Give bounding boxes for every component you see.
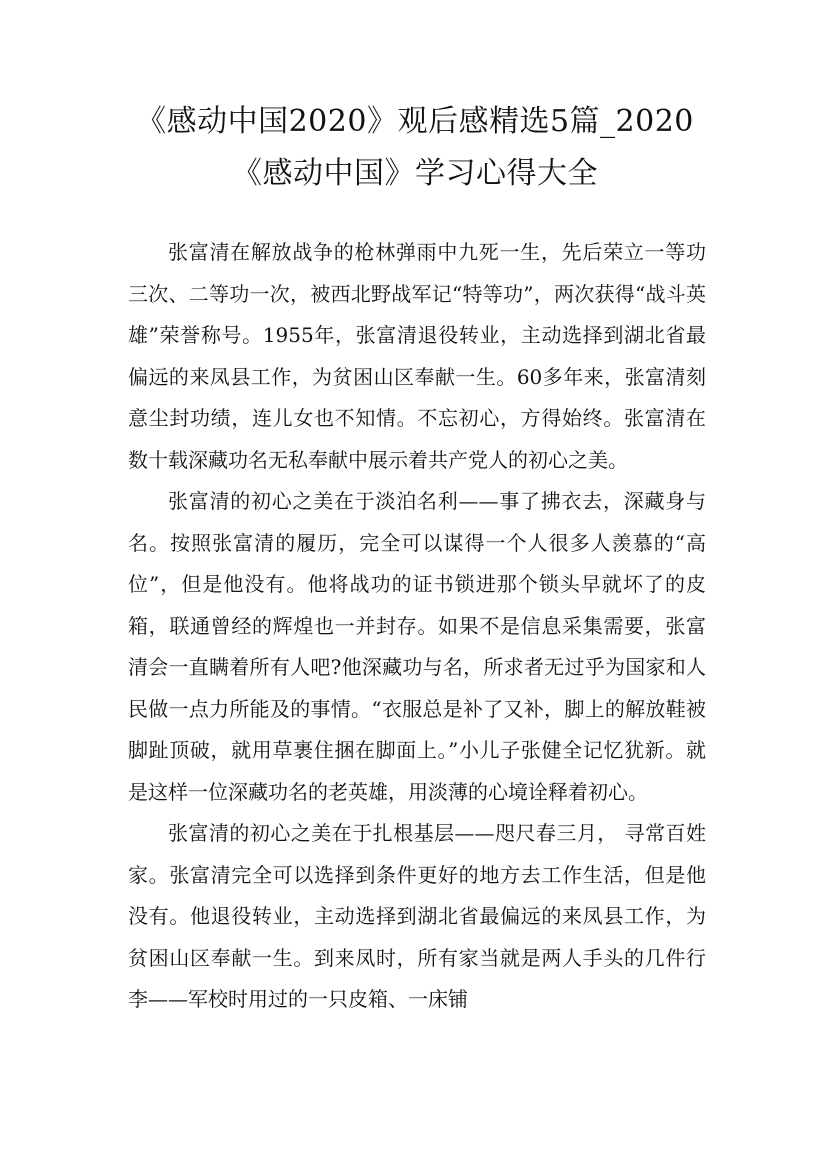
paragraph-3: 张富清的初心之美在于扎根基层——咫尺春三月， 寻常百姓家。张富清完全可以选择到条件更好的地方去工作生活，但是他没有。他退役转业，主动选择到湖北省最偏远的来凤县工作，为贫困山区奉献一生。到来凤时，所有家当就是两人手头的几件行李——军校时用过的一只皮箱、一床铺 xyxy=(128,821,706,1011)
paragraph-1: 张富清在解放战争的枪林弹雨中九死一生，先后荣立一等功三次、二等功一次，被西北野战军记“特等功”，两次获得“战斗英雄”荣誉称号。1955年，张富清退役转业，主动选择到湖北省最偏远的来凤县工作，为贫困山区奉献一生。60多年来，张富清刻意尘封功绩，连儿女也不知情。不忘初心，方得始终。张富清在数十载深藏功名无私奉献中展示着共产党人的初心之美。 xyxy=(128,240,706,472)
document-title: 《感动中国2020》观后感精选5篇_2020《感动中国》学习心得大全 xyxy=(136,104,694,191)
document-body xyxy=(128,232,706,1021)
paragraph-2: 张富清的初心之美在于淡泊名利——事了拂衣去，深藏身与名。按照张富清的履历，完全可以谋得一个人很多人羡慕的“高位”，但是他没有。他将战功的证书锁进那个锁头早就坏了的皮箱，联通曾经的辉煌也一并封存。如果不是信息采集需要，张富清会一直瞒着所有人吧?他深藏功与名，所求者无过乎为国家和人民做一点力所能及的事情。“衣服总是补了又补，脚上的解放鞋被脚趾顶破，就用草裹住捆在脚面上。”小儿子张健全记忆犹新。就是这样一位深藏功名的老英雄，用淡薄的心境诠释着初心。 xyxy=(128,489,706,804)
